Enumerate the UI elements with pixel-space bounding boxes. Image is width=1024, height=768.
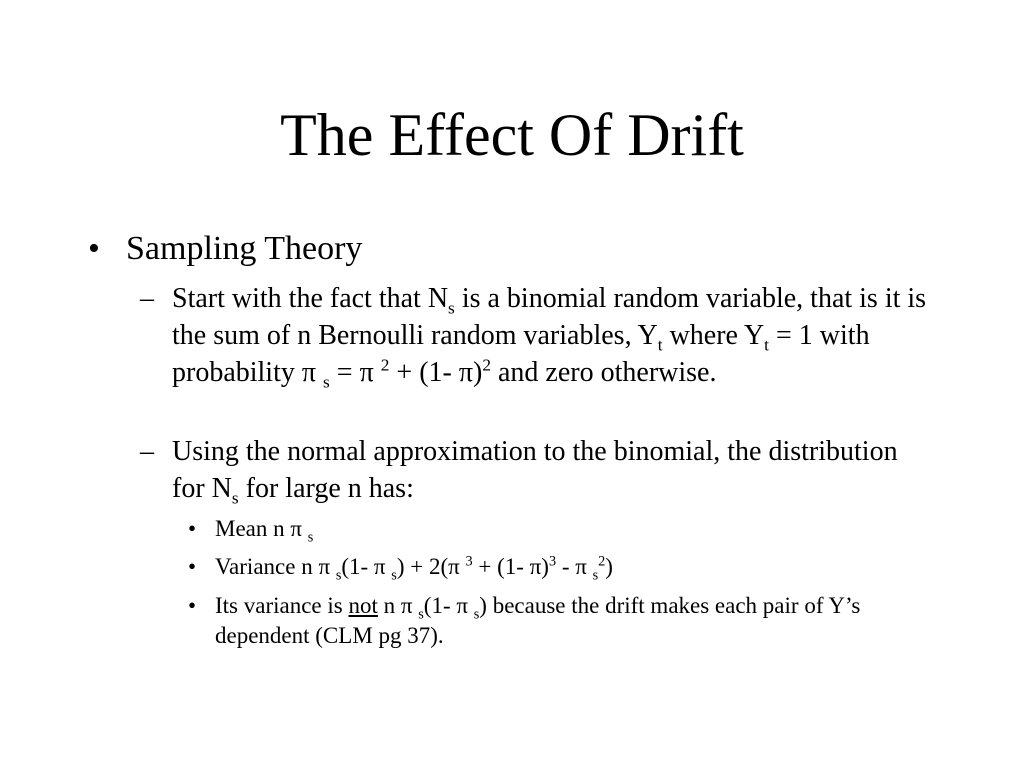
sub-bullet-text: Start with the fact that $N_s$ is a binomial random variable, that is it is the sum of n Bernoulli random variables, $Y_t$ where $Y_t = 1$ with probability π $_s$ = π $^2$ + (1- π)$^2$ and zero otherwise. bbox=[172, 283, 927, 392]
its-variance-text: Its variance is not n π $_s$(1- π $_s$) because the drift makes each pair of Y’s dependent (CLM pg 37). bbox=[215, 593, 861, 648]
sub-bullet-normal-approx bbox=[140, 433, 930, 507]
slide-title: The Effect Of Drift bbox=[280, 102, 744, 168]
sub-sub-bullet-variance bbox=[188, 552, 948, 582]
bullet-icon: • bbox=[188, 554, 197, 579]
sub-bullet-text: Using the normal approximation to the binomial, the distribution for $N_s$ for large n has: bbox=[172, 436, 898, 508]
sub-bullet-binomial bbox=[140, 280, 930, 391]
bullet-icon: • bbox=[188, 516, 197, 541]
bullet-sampling-theory bbox=[88, 228, 362, 270]
dash-icon: – bbox=[140, 436, 154, 467]
mean-text: Mean n π $_s$ bbox=[215, 516, 314, 546]
dash-icon: – bbox=[140, 283, 154, 314]
sub-sub-bullet-its-variance bbox=[188, 591, 948, 651]
sub-sub-bullet-mean bbox=[188, 514, 948, 544]
bullet-text: Sampling Theory bbox=[126, 230, 363, 267]
bullet-icon: • bbox=[188, 593, 197, 618]
variance-text: Variance n π $_s$(1- π $_s$) + 2(π $^3$ + (1- π)$^3$ - π $_s^2$) bbox=[215, 553, 613, 584]
bullet-icon: • bbox=[88, 230, 100, 267]
